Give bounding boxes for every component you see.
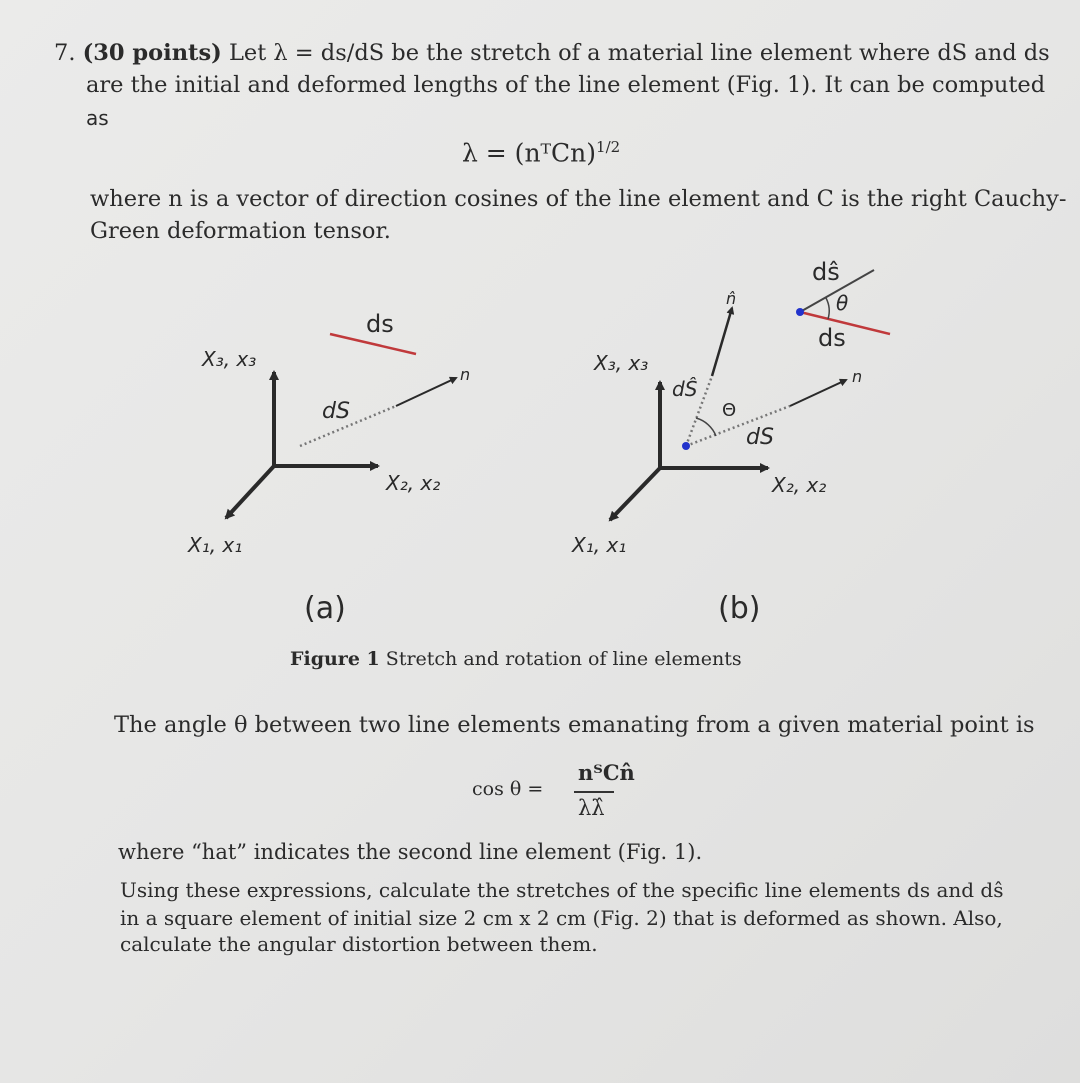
panel-b-axis-x2: X₂, x₂ [772, 473, 827, 497]
panel-a-n-arrow [396, 378, 456, 406]
panel-b-axis-x3: X₃, x₃ [594, 351, 649, 375]
panel-b-ds-label: ds [818, 324, 846, 352]
panel-a-axis-x3: X₃, x₃ [202, 347, 257, 371]
figure-1-caption [290, 648, 742, 671]
panel-a-ds-label: ds [366, 310, 394, 338]
cos-equation-lhs: cos θ = [472, 778, 544, 800]
cos-equation-denominator: λλ̂ [578, 796, 605, 820]
using-line-3: calculate the angular distortion between them. [120, 932, 598, 956]
panel-b-theta-arc [826, 298, 829, 319]
problem-line-3: as [86, 106, 109, 130]
panel-b-Theta-arc [696, 418, 716, 436]
where-line: where “hat” indicates the second line element (Fig. 1). [118, 840, 703, 864]
panel-b-label: (b) [718, 591, 761, 626]
problem-text-1: Let λ = ds/dS be the stretch of a material line element where dS and ds [228, 40, 1050, 66]
problem-line-5: Green deformation tensor. [90, 218, 391, 244]
panel-b-origin-point [682, 442, 690, 450]
panel-a-axis-x2: X₂, x₂ [386, 471, 441, 495]
panel-b-nhat-arrow [712, 308, 732, 376]
panel-b-n-label: n [852, 367, 863, 386]
panel-b-axes [610, 382, 768, 520]
using-line-1: Using these expressions, calculate the stretches of the specific line elements ds and dŝ [120, 878, 1004, 902]
panel-b-theta-label: θ [836, 291, 849, 315]
panel-a-axes [226, 372, 378, 518]
cos-equation-numerator: nᵀCn̂ [578, 760, 635, 785]
panel-b-nhat-label: n̂ [726, 289, 737, 308]
caption-text: Stretch and rotation of line elements [385, 648, 742, 670]
using-line-2: in a square element of initial size 2 cm x 2 cm (Fig. 2) that is deformed as shown. Also, [120, 906, 1003, 930]
panel-a-n-label: n [460, 365, 471, 384]
panel-a-label: (a) [304, 591, 346, 626]
panel-b-Theta-label: Θ [722, 400, 737, 421]
equation-exponent: 1/2 [596, 138, 621, 156]
panel-b-dS-label: dS [746, 425, 774, 450]
problem-line-4: where n is a vector of direction cosines of the line element and C is the right Cauchy- [90, 186, 1067, 212]
panel-b-deformed-point [796, 308, 804, 316]
angle-intro: The angle θ between two line elements emanating from a given material point is [114, 712, 1035, 738]
caption-label: Figure 1 [290, 648, 380, 670]
problem-line-2: are the initial and deformed lengths of the line element (Fig. 1). It can be computed [86, 72, 1046, 98]
problem-points: (30 points) [82, 40, 222, 66]
panel-b-dS-dotted-line [686, 406, 790, 446]
problem-number: 7. [54, 40, 76, 66]
panel-b-dShat-label: dŜ [672, 377, 698, 401]
fraction-bar [574, 791, 614, 793]
panel-b-dshat-label: dŝ [812, 258, 840, 286]
panel-b-axis-x1: X₁, x₁ [572, 533, 627, 557]
panel-a-dS-label: dS [322, 399, 350, 424]
panel-b-n-arrow [790, 380, 846, 406]
equation-body: λ = (nᵀCn) [462, 138, 597, 168]
panel-a-axis-x1: X₁, x₁ [188, 533, 243, 557]
